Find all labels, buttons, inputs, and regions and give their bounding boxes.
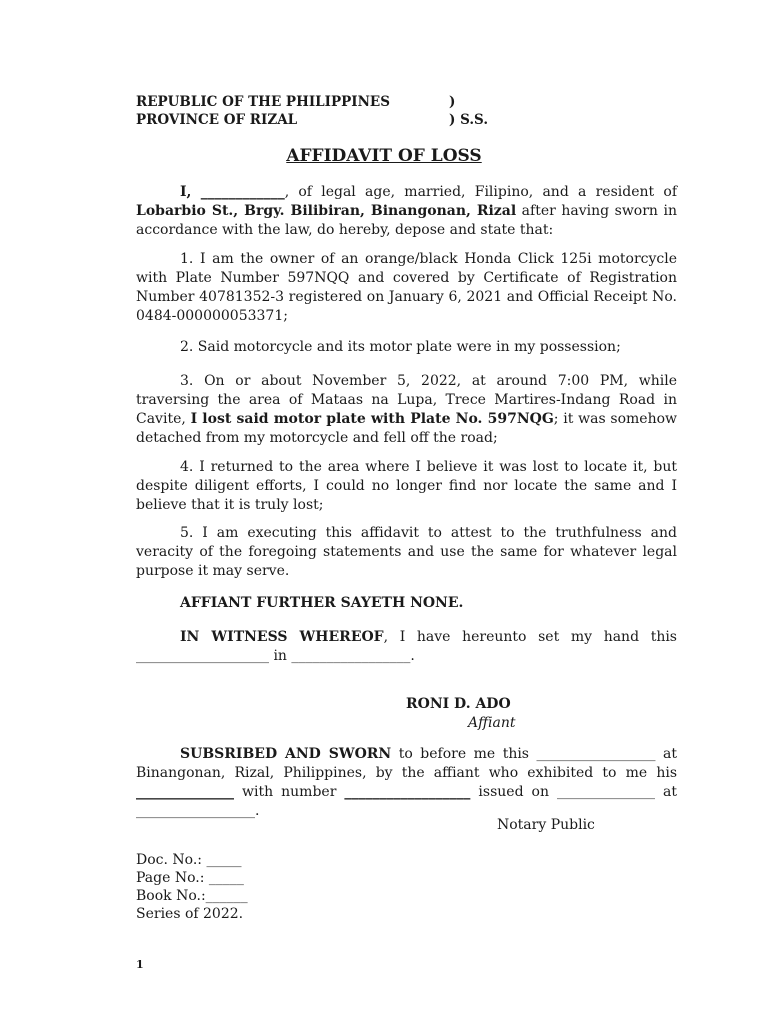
affiant-label: Affiant [468,715,516,731]
jurat-text-1: to before me this [391,746,537,762]
intro-text-2: after having sworn in accordance with the law, do hereby, depose and state that: [136,203,677,238]
venue-line-province [136,112,489,130]
witness-text-1: , I have hereunto set my hand this [383,629,677,645]
jurat-issue-place-blank: _________________ [136,803,255,819]
jurat-text-5: at [655,784,678,800]
intro-prefix: I, [180,184,192,200]
notarial-register [136,851,248,923]
jurat-text-3: with number [234,784,345,800]
venue-bracket-2: ) S.S. [449,112,489,128]
notary-public-label: Notary Public [497,817,595,833]
further-sayeth: AFFIANT FURTHER SAYETH NONE. [180,595,464,611]
witness-text-3: . [410,648,415,664]
venue-line-country [136,94,456,112]
intro-text-1: , of legal age, married, Filipino, and a resident of [284,184,677,200]
jurat-paragraph [136,745,677,821]
venue-bracket-1: ) [449,94,456,110]
affiant-name-blank: ____________ [200,184,285,200]
jurat-text-6: . [255,803,260,819]
jurat-bold: SUBSRIBED AND SWORN [180,746,392,762]
page-number: 1 [136,958,144,971]
intro-paragraph [136,183,677,240]
statement-2: 2. Said motorcycle and its motor plate were in my possession; [180,339,621,355]
statement-5: 5. I am executing this affidavit to attest to the truthfulness and veracity of the foregoing statements and use the same for whatever legal purpose it may serve. [136,525,677,579]
venue-country: REPUBLIC OF THE PHILIPPINES [136,94,390,110]
witness-clause [136,628,677,666]
witness-bold: IN WITNESS WHEREOF [180,629,384,645]
affiant-name: RONI D. ADO [406,696,511,712]
venue-province: PROVINCE OF RIZAL [136,112,298,128]
statement-3-text-1: 3. On or about November 5, 2022, at around 7:00 PM, while traversing the area of Mataas na Lupa, Trece Martires-Indang Road in Cavite, [136,373,677,427]
statement-1: 1. I am the owner of an orange/black Honda Click 125i motorcycle with Plate Number 597NQQ and covered by Certificate of Registration Number 40781352-3 registered on January 6, 2021 and Official Receipt No. 0484-000000053371; [136,251,677,324]
venue-header [136,94,489,130]
book-number: Book No.:______ [136,888,248,904]
series-year: Series of 2022. [136,906,244,922]
doc-number: Doc. No.: _____ [136,852,242,868]
witness-place-blank: _________________ [291,648,411,664]
intro-address: Lobarbio St., Brgy. Bilibiran, Binangonan, Rizal [136,203,517,219]
jurat-text-4: issued on [470,784,558,800]
witness-date-blank: ___________________ [136,648,269,664]
jurat-text-2: at Binangonan, Rizal, Philippines, by the affiant who exhibited to me his [136,746,677,781]
witness-text-2: in [269,648,292,664]
jurat-id-type-blank: ______________ [136,784,234,800]
statement-3 [136,372,677,448]
jurat-issue-date-blank: ______________ [557,784,656,800]
jurat-date-blank: _________________ [536,746,656,762]
statement-3-text-2: ; it was somehow detached from my motorcycle and fell off the road; [136,411,677,446]
statement-4: 4. I returned to the area where I believe it was lost to locate it, but despite diligent efforts, I could no longer find nor locate the same and I believe that it is truly lost; [136,459,677,513]
page-number-entry: Page No.: _____ [136,870,244,886]
jurat-id-number-blank: __________________ [344,784,471,800]
statement-3-bold: I lost said motor plate with Plate No. 597NQG [190,411,554,427]
document-title: AFFIDAVIT OF LOSS [286,146,482,166]
